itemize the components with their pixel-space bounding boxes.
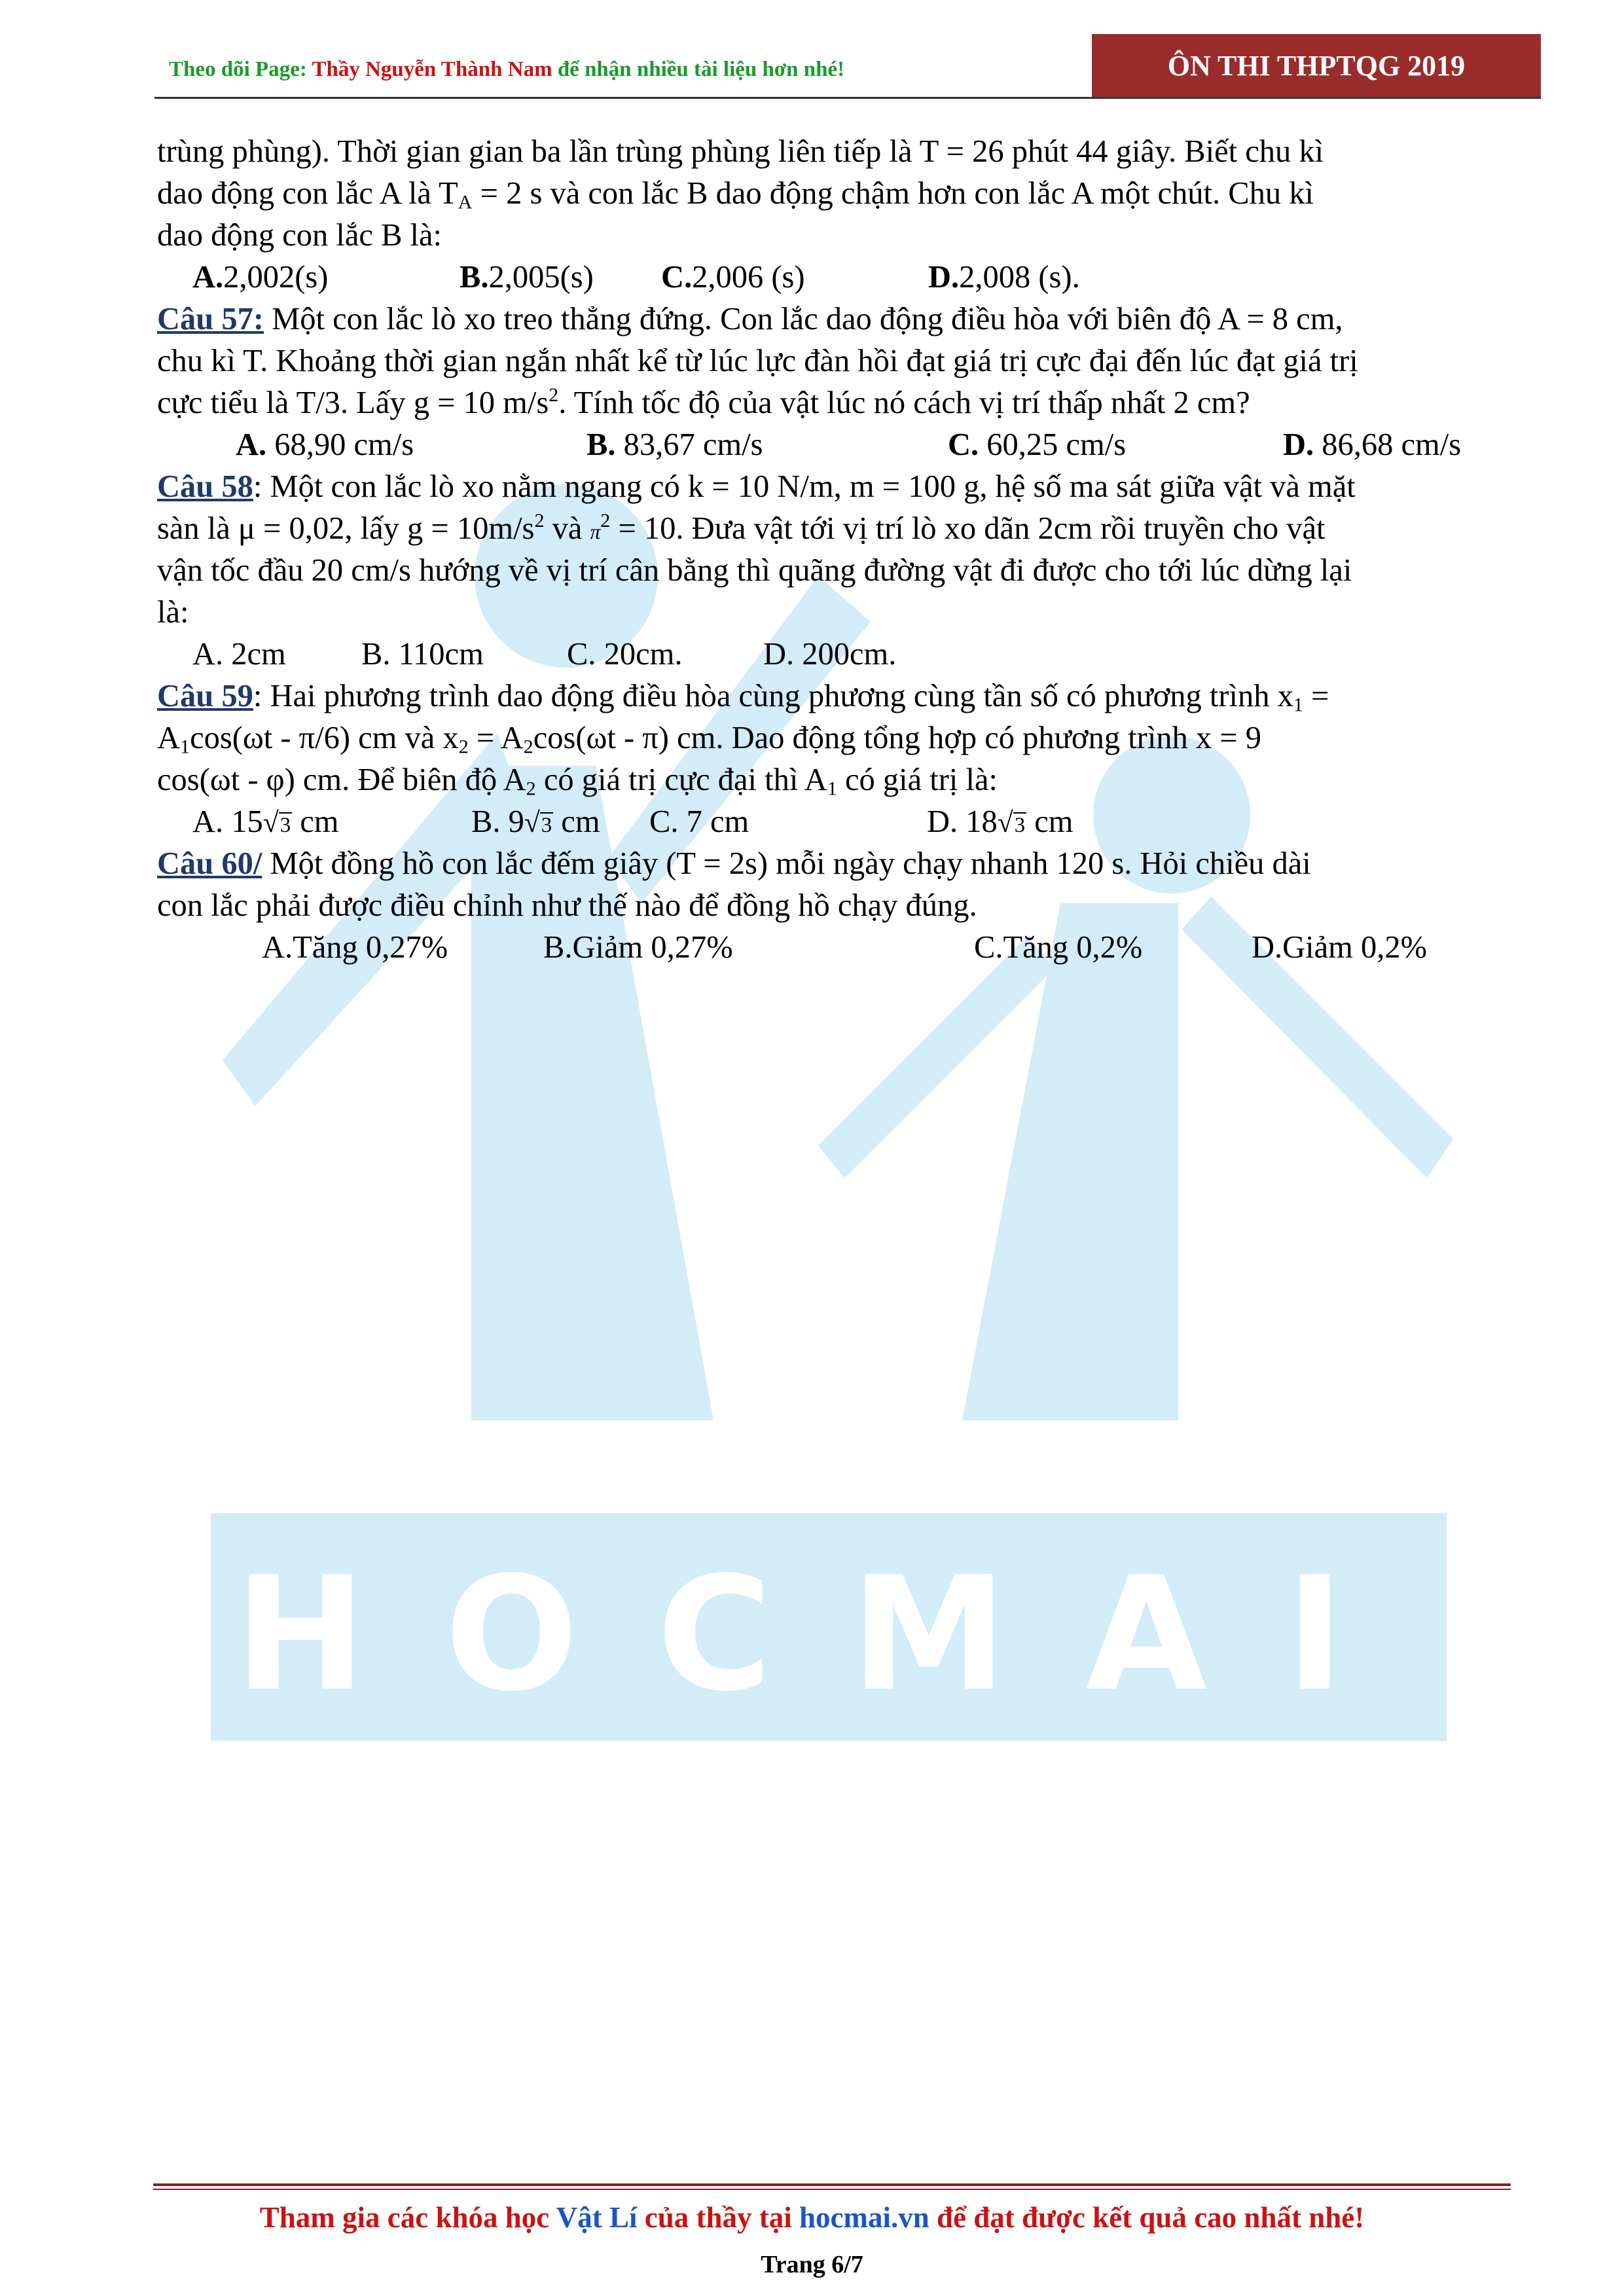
q56-sub: A <box>458 190 473 213</box>
q56-option-d <box>928 257 1080 298</box>
teacher-name[interactable]: Thầy Nguyễn Thành Nam <box>312 58 552 81</box>
q58-line-4 <box>157 592 1486 634</box>
watermark-text: HOCMAI <box>234 1543 1423 1726</box>
q59-sub-2a: 1 <box>180 735 190 758</box>
q56-line-3 <box>157 215 1486 257</box>
footer-site-link[interactable]: hocmai.vn <box>799 2201 929 2234</box>
q56-option-a <box>192 257 328 298</box>
q59-option-d <box>927 801 1073 846</box>
q56-option-c <box>661 257 805 298</box>
q58-text-3: vận tốc đầu 20 cm/s hướng về vị trí cân bằng thì quãng đường vật đi được cho tới lúc dừng lại <box>157 553 1352 588</box>
header-follow-text <box>169 58 844 82</box>
header-divider <box>154 97 1541 99</box>
q57-option-a <box>236 424 414 466</box>
q59-text-3b: có giá trị cực đại thì A <box>535 762 827 797</box>
q60-label: Câu 60/ <box>157 846 262 881</box>
footer-text-1: Tham gia các khóa học <box>259 2201 556 2234</box>
q59-option-c: C. 7 cm <box>649 804 749 839</box>
q59-option-a <box>192 801 338 846</box>
q57-options <box>157 424 1486 466</box>
q57-text-3a: cực tiểu là T/3. Lấy g = 10 m/s <box>157 386 549 420</box>
q58-line-3 <box>157 550 1486 592</box>
q57-option-b <box>586 424 763 466</box>
q59-sub-3a: 2 <box>526 777 536 800</box>
q60-options <box>157 927 1486 969</box>
q57-a-key: A. <box>236 427 267 462</box>
q56-d-text: 2,008 (s). <box>959 260 1080 295</box>
q59-text-2a: A <box>157 721 181 755</box>
q57-text-3b: . Tính tốc độ của vật lúc nó cách vị trí thấp nhất 2 cm? <box>558 386 1250 420</box>
q60-option-c: C.Tăng 0,2% <box>974 930 1143 965</box>
q57-sup: 2 <box>549 383 559 406</box>
q59-text-2b: cos(ωt - π/6) cm và x <box>190 721 459 755</box>
footer-divider-thick <box>153 2183 1511 2186</box>
q57-text-1: Một con lắc lò xo treo thẳng đứng. Con lắc dao động điều hòa với biên độ A = 8 cm, <box>264 302 1343 336</box>
q56-text-2a: dao động con lắc A là T <box>157 176 458 211</box>
q57-d-text: 86,68 cm/s <box>1314 427 1462 462</box>
q59-b-rad: 3 <box>541 814 552 837</box>
q58-option-c: C. 20cm. <box>567 637 683 672</box>
q56-c-key: C. <box>661 260 693 295</box>
follow-suffix: để nhận nhiều tài liệu hơn nhé! <box>552 58 845 81</box>
q56-line-1 <box>157 131 1486 173</box>
q59-options <box>157 801 1486 843</box>
q60-option-b: B.Giảm 0,27% <box>543 930 733 965</box>
footer-subject: Vật Lí <box>556 2201 638 2234</box>
document-body <box>157 131 1486 969</box>
q57-line-1 <box>157 298 1486 340</box>
q56-line-2 <box>157 173 1486 215</box>
q58-text-2c: = 10. Đưa vật tới vị trí lò xo dãn 2cm rồi truyền cho vật <box>610 511 1326 546</box>
q59-sub-3b: 1 <box>827 777 837 800</box>
q58-option-d: D. 200cm. <box>763 637 897 672</box>
q57-c-text: 60,25 cm/s <box>979 427 1127 462</box>
q59-b-post: cm <box>553 804 600 839</box>
q58-text-2a: sàn là μ = 0,02, lấy g = 10m/s <box>157 511 535 546</box>
q57-d-key: D. <box>1283 427 1314 462</box>
q57-option-c <box>948 424 1126 466</box>
q60-text-2: con lắc phải được điều chỉnh như thế nào để đồng hồ chạy đúng. <box>157 888 977 923</box>
q59-option-b <box>471 801 600 846</box>
sqrt-symbol: √3 <box>524 807 552 838</box>
q59-text-2c: = A <box>468 721 524 755</box>
q59-line-3 <box>157 759 1486 801</box>
q59-text-2d: cos(ωt - π) cm. Dao động tổng hợp có phương trình x = 9 <box>533 721 1262 755</box>
q58-pi-sup: 2 <box>600 509 611 531</box>
q57-b-text: 83,67 cm/s <box>615 427 763 462</box>
q58-line-2 <box>157 508 1486 550</box>
q60-line-2 <box>157 885 1486 927</box>
q58-option-b: B. 110cm <box>361 637 484 672</box>
page-number <box>0 2250 1624 2279</box>
q59-text-1a: : Hai phương trình dao động điều hòa cùng phương cùng tần số có phương trình x <box>253 679 1293 713</box>
q58-option-a: A. 2cm <box>192 637 286 672</box>
q58-sup: 2 <box>534 509 545 531</box>
q59-d-pre: D. 18 <box>927 804 998 839</box>
q59-text-3a: cos(ωt - φ) cm. Để biên độ A <box>157 762 526 797</box>
exam-badge <box>1092 34 1541 97</box>
q58-options <box>157 634 1486 675</box>
q56-option-b <box>460 257 594 298</box>
q57-text-2: chu kì T. Khoảng thời gian ngắn nhất kể từ lúc lực đàn hồi đạt giá trị cực đại đến lúc đạt giá trị <box>157 344 1358 378</box>
page-number-label: Trang 6/7 <box>761 2251 863 2278</box>
exam-badge-label: ÔN THI THPTQG 2019 <box>1167 49 1466 82</box>
q57-b-key: B. <box>586 427 616 462</box>
q59-text-1b: = <box>1303 679 1329 713</box>
q57-line-3 <box>157 382 1486 424</box>
q59-text-3c: có giá trị là: <box>837 762 998 797</box>
q56-text-3: dao động con lắc B là: <box>157 218 442 253</box>
q59-line-2 <box>157 717 1486 759</box>
footer-text-2: của thầy tại <box>637 2201 799 2234</box>
q58-text-4: là: <box>157 595 189 630</box>
q58-line-1 <box>157 466 1486 508</box>
q58-text-2b: và <box>544 511 590 546</box>
footer-divider-thin <box>153 2189 1511 2190</box>
footer-promo <box>0 2200 1624 2234</box>
q58-label: Câu 58 <box>157 469 253 504</box>
q60-text-1: Một đồng hồ con lắc đếm giây (T = 2s) mỗi ngày chạy nhanh 120 s. Hỏi chiều dài <box>262 846 1311 881</box>
q56-text-2b: = 2 s và con lắc B dao động chậm hơn con lắc A một chút. Chu kì <box>472 176 1314 211</box>
q59-d-post: cm <box>1026 804 1074 839</box>
q59-label: Câu 59 <box>157 679 253 713</box>
q59-line-1 <box>157 675 1486 717</box>
footer-text-3: để đạt được kết quả cao nhất nhé! <box>929 2201 1365 2234</box>
sqrt-symbol: √3 <box>262 807 291 838</box>
q59-sub-2c: 2 <box>523 735 533 758</box>
q59-sub-1: 1 <box>1293 693 1303 716</box>
q58-pi: π <box>590 520 601 543</box>
q56-a-text: 2,002(s) <box>223 260 329 295</box>
q58-text-1: : Một con lắc lò xo nằm ngang có k = 10 N/m, m = 100 g, hệ số ma sát giữa vật và mặt <box>253 469 1356 504</box>
q57-line-2 <box>157 340 1486 382</box>
q60-option-a: A.Tăng 0,27% <box>262 930 448 965</box>
q60-line-1 <box>157 843 1486 885</box>
q59-d-rad: 3 <box>1014 814 1026 837</box>
q60-option-d: D.Giảm 0,2% <box>1252 930 1428 965</box>
q59-sub-2b: 2 <box>458 735 469 758</box>
q59-a-rad: 3 <box>280 814 291 837</box>
q56-b-key: B. <box>460 260 489 295</box>
q56-a-key: A. <box>192 260 224 295</box>
q59-a-pre: A. 15 <box>192 804 263 839</box>
q57-c-key: C. <box>948 427 979 462</box>
q57-label: Câu 57: <box>157 302 264 336</box>
q57-option-d <box>1283 424 1461 466</box>
sqrt-symbol: √3 <box>997 807 1026 838</box>
q59-b-pre: B. 9 <box>471 804 524 839</box>
q59-a-post: cm <box>292 804 339 839</box>
q56-options <box>157 257 1486 298</box>
q56-b-text: 2,005(s) <box>488 260 594 295</box>
q56-c-text: 2,006 (s) <box>692 260 805 295</box>
q56-d-key: D. <box>928 260 960 295</box>
q57-a-text: 68,90 cm/s <box>266 427 414 462</box>
q56-text-1: trùng phùng). Thời gian gian ba lần trùng phùng liên tiếp là T = 26 phút 44 giây. Biết chu kì <box>157 134 1324 169</box>
follow-prefix: Theo dõi Page: <box>169 58 312 81</box>
